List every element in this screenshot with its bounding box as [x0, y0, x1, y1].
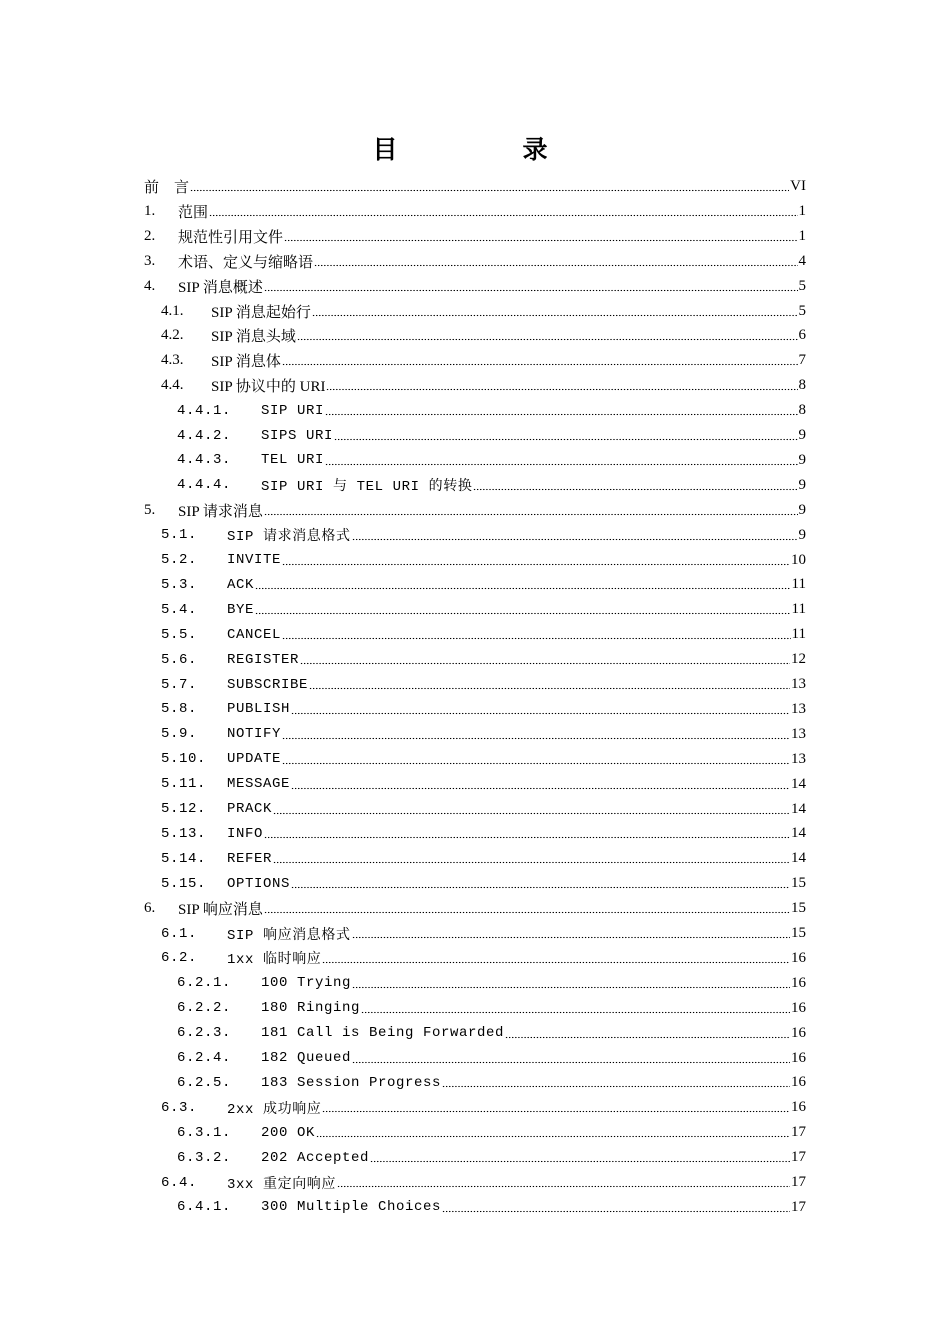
dot-leader — [442, 1084, 790, 1090]
toc-entry[interactable] — [144, 896, 806, 921]
toc-entry-page-number: 16 — [791, 999, 806, 1016]
toc-entry-title: REFER — [227, 850, 273, 867]
toc-heading: 目 录 — [372, 135, 598, 164]
toc-entry-page-number: 16 — [791, 1024, 806, 1041]
toc-entry-page-number: 17 — [791, 1174, 806, 1190]
toc-entry-page-number: 13 — [791, 700, 806, 717]
toc-entry-number: 5.3. — [161, 576, 198, 593]
toc-entry[interactable] — [177, 423, 806, 448]
toc-entry[interactable] — [144, 249, 806, 274]
toc-entry[interactable] — [161, 1095, 806, 1120]
toc-entry[interactable] — [177, 1021, 806, 1046]
toc-entry-title: SIP 请求消息 — [178, 503, 263, 520]
toc-entry-page-number: VI — [790, 178, 806, 194]
toc-entry-number: 5.11. — [161, 776, 207, 793]
dot-leader — [325, 461, 797, 467]
toc-entry-page-number: 11 — [791, 601, 806, 618]
dot-leader — [442, 1208, 790, 1214]
toc-entry-number: 4.2. — [161, 327, 184, 344]
toc-entry-title: OPTIONS — [227, 875, 291, 892]
toc-entry[interactable] — [161, 747, 806, 772]
toc-entry[interactable] — [161, 871, 806, 896]
toc-entry-title: 2xx 成功响应 — [227, 1101, 322, 1118]
toc-entry-page-number: 9 — [798, 501, 806, 518]
dot-leader — [255, 611, 791, 617]
toc-entry-title: PRACK — [227, 801, 273, 817]
dot-leader — [291, 785, 790, 791]
toc-entry-number: 5.1. — [161, 527, 198, 544]
toc-entry-number: 4. — [144, 277, 156, 294]
dot-leader — [352, 536, 798, 542]
dot-leader — [291, 710, 790, 716]
toc-entry-title: BYE — [227, 601, 255, 618]
dot-leader — [505, 1034, 790, 1040]
toc-entry-number: 4.3. — [161, 352, 184, 369]
toc-entry-number: 5.5. — [161, 626, 198, 643]
toc-entry-number: 6.4.1. — [177, 1199, 232, 1216]
dot-leader — [314, 262, 797, 268]
toc-entry-number: 前 言 — [144, 180, 190, 196]
toc-entry[interactable] — [161, 348, 806, 373]
toc-entry-number: 6.2.1. — [177, 975, 232, 992]
toc-entry[interactable] — [161, 921, 806, 946]
toc-entry-title: 300 Multiple Choices — [261, 1199, 442, 1216]
toc-entry-page-number: 14 — [791, 800, 806, 817]
toc-entry-page-number: 11 — [791, 576, 806, 593]
toc-entry[interactable] — [177, 1070, 806, 1095]
toc-entry-page-number: 13 — [791, 750, 806, 767]
toc-entry[interactable] — [161, 373, 806, 398]
dot-leader — [312, 312, 798, 318]
dot-leader — [273, 810, 790, 816]
toc-entry-page-number: 16 — [791, 1049, 806, 1066]
toc-entry[interactable] — [161, 821, 806, 846]
toc-entry-page-number: 8 — [798, 377, 806, 394]
toc-entry-number: 6.1. — [161, 925, 198, 942]
dot-leader — [361, 1009, 790, 1015]
toc-entry[interactable] — [177, 996, 806, 1021]
toc-entry[interactable] — [161, 323, 806, 348]
toc-entry-title: 3xx 重定向响应 — [227, 1176, 337, 1193]
toc-entry[interactable] — [144, 274, 806, 299]
toc-entry[interactable] — [161, 1170, 806, 1195]
dot-leader — [352, 935, 790, 941]
toc-entry-page-number: 16 — [791, 1099, 806, 1116]
dot-leader — [322, 1109, 790, 1115]
toc-entry[interactable] — [177, 1046, 806, 1071]
toc-entry-title: CANCEL — [227, 626, 282, 643]
toc-entry-title: SIP 请求消息格式 — [227, 529, 351, 546]
dot-leader — [273, 860, 790, 866]
toc-entry-title: SIP URI 与 TEL URI 的转换 — [261, 479, 473, 496]
toc-entry-title: 规范性引用文件 — [178, 229, 284, 246]
toc-entry[interactable] — [177, 1195, 806, 1220]
toc-entry-page-number: 1 — [798, 202, 806, 219]
toc-entry-title: SIP 消息概述 — [178, 279, 263, 296]
dot-leader — [282, 362, 798, 368]
toc-entry-number: 6.2.2. — [177, 1000, 232, 1017]
toc-entry[interactable] — [161, 597, 806, 622]
toc-entry[interactable] — [161, 846, 806, 871]
dot-leader — [309, 686, 790, 692]
toc-entry-number: 4.4.4. — [177, 477, 232, 494]
toc-entry-title: 180 Ringing — [261, 1000, 361, 1017]
toc-entry[interactable] — [161, 299, 806, 324]
toc-entry-number: 6.4. — [161, 1174, 198, 1191]
dot-leader — [316, 1134, 790, 1140]
dot-leader — [370, 1159, 790, 1165]
toc-entry[interactable] — [177, 971, 806, 996]
toc-entry-title: SIP URI — [261, 402, 325, 419]
toc-entry[interactable] — [161, 946, 806, 971]
toc-entry-page-number: 14 — [791, 850, 806, 867]
toc-entry-page-number: 17 — [791, 1198, 806, 1215]
toc-entry-title: SUBSCRIBE — [227, 676, 309, 693]
toc-entry[interactable] — [161, 523, 806, 548]
dot-leader — [209, 212, 797, 218]
toc-entry-title: PUBLISH — [227, 701, 291, 718]
toc-entry-page-number: 4 — [798, 252, 806, 269]
toc-entry-page-number: 12 — [791, 651, 806, 668]
toc-entry-title: SIP 响应消息 — [178, 902, 263, 919]
toc-entry-page-number: 15 — [791, 925, 806, 941]
toc-entry-number: 4.1. — [161, 302, 184, 319]
toc-entry-title: MESSAGE — [227, 776, 291, 793]
toc-entry-title: SIP 消息头域 — [211, 329, 296, 346]
toc-entry-page-number: 9 — [798, 526, 806, 543]
toc-entry-title: 1xx 临时响应 — [227, 952, 322, 969]
toc-entry-number: 4.4.2. — [177, 427, 232, 444]
toc-entry[interactable] — [177, 1145, 806, 1170]
toc-entry-number: 5.6. — [161, 651, 198, 668]
dot-leader — [284, 237, 797, 243]
toc-entry-page-number: 16 — [791, 949, 806, 966]
toc-entry-number: 5.8. — [161, 701, 198, 718]
toc-entry-page-number: 6 — [798, 327, 806, 344]
toc-entry-number: 1. — [144, 202, 156, 219]
toc-entry[interactable] — [177, 448, 806, 473]
toc-entry-page-number: 11 — [791, 626, 806, 643]
toc-entry-page-number: 5 — [798, 277, 806, 294]
toc-entry-title: REGISTER — [227, 651, 300, 668]
toc-entry-page-number: 1 — [798, 227, 806, 244]
dot-leader — [282, 735, 790, 741]
toc-entry-title: 200 OK — [261, 1124, 316, 1141]
toc-entry-page-number: 14 — [791, 775, 806, 792]
toc-entry-page-number: 9 — [798, 451, 806, 468]
dot-leader — [264, 910, 790, 916]
toc-entry-page-number: 5 — [798, 302, 806, 319]
toc-entry-title: INVITE — [227, 552, 282, 568]
toc-entry-number: 4.4.3. — [177, 452, 232, 469]
toc-entry-page-number: 10 — [791, 551, 806, 568]
dot-leader — [300, 661, 790, 667]
dot-leader — [297, 337, 798, 343]
toc-entry-title: 202 Accepted — [261, 1149, 370, 1166]
toc-entry-number: 5.12. — [161, 801, 207, 817]
toc-entry-title: SIP 响应消息格式 — [227, 927, 351, 944]
toc-entry[interactable] — [161, 697, 806, 722]
toc-entry-page-number: 16 — [791, 974, 806, 991]
toc-entry[interactable] — [161, 622, 806, 647]
toc-entry-title: 181 Call is Being Forwarded — [261, 1025, 505, 1042]
toc-entry[interactable] — [161, 722, 806, 747]
toc-entry-title: SIP 消息起始行 — [211, 304, 311, 321]
dot-leader — [352, 984, 790, 990]
dot-leader — [325, 412, 797, 418]
toc-entry-number: 6.2.5. — [177, 1074, 232, 1091]
toc-entry-number: 3. — [144, 252, 156, 269]
toc-entry-number: 4.4.1. — [177, 402, 232, 419]
dot-leader — [337, 1184, 790, 1190]
toc-entry-page-number: 15 — [791, 875, 806, 892]
toc-entry-title: SIPS URI — [261, 427, 334, 444]
dot-leader — [291, 885, 790, 891]
dot-leader — [473, 486, 797, 492]
toc-entry-number: 6.3.1. — [177, 1124, 232, 1141]
toc-entry-page-number: 15 — [791, 900, 806, 917]
toc-entry[interactable] — [177, 1120, 806, 1145]
dot-leader — [190, 188, 789, 194]
toc-entry-page-number: 16 — [791, 1074, 806, 1091]
toc-entry-number: 5.13. — [161, 825, 207, 842]
toc-entry-number: 4.4. — [161, 377, 184, 394]
toc-entry[interactable] — [161, 548, 806, 573]
toc-entry-number: 6.2.3. — [177, 1025, 232, 1042]
dot-leader — [282, 636, 791, 642]
toc-entry-title: 182 Queued — [261, 1050, 352, 1066]
dot-leader — [255, 586, 791, 592]
toc-entry-number: 6.2.4. — [177, 1050, 232, 1066]
toc-entry-number: 6.3. — [161, 1099, 198, 1116]
toc-entry[interactable] — [161, 797, 806, 822]
toc-entry-number: 5.15. — [161, 875, 207, 892]
toc-entry[interactable] — [161, 672, 806, 697]
toc-entry-number: 5.7. — [161, 676, 198, 693]
toc-entry-number: 5.14. — [161, 850, 207, 867]
dot-leader — [352, 1059, 790, 1065]
toc-entry[interactable] — [161, 572, 806, 597]
dot-leader — [334, 437, 797, 443]
toc-entry-title: ACK — [227, 576, 255, 593]
toc-entry-page-number: 9 — [798, 427, 806, 443]
toc-entry[interactable] — [144, 174, 806, 199]
dot-leader — [282, 760, 790, 766]
toc-entry-title: SIP 协议中的 URI — [211, 379, 326, 396]
toc-entry-number: 6.2. — [161, 950, 198, 967]
toc-entry-number: 5.2. — [161, 552, 198, 568]
toc-entry-number: 5. — [144, 501, 156, 518]
toc-entry-page-number: 13 — [791, 676, 806, 692]
toc-entry-title: 范围 — [178, 204, 209, 221]
toc-entry-page-number: 8 — [798, 402, 806, 419]
dot-leader — [322, 959, 790, 965]
toc-entry-title: SIP 消息体 — [211, 354, 281, 371]
toc-entry[interactable] — [144, 224, 806, 249]
toc-entry-title: UPDATE — [227, 751, 282, 768]
toc-entry-number: 6.3.2. — [177, 1149, 232, 1166]
dot-leader — [264, 835, 790, 841]
toc-entry[interactable] — [177, 398, 806, 423]
dot-leader — [326, 387, 797, 393]
toc-entry-title: NOTIFY — [227, 726, 282, 743]
toc-entry-number: 5.4. — [161, 601, 198, 618]
toc-entry-number: 2. — [144, 227, 156, 244]
toc-entry-title: INFO — [227, 825, 264, 842]
toc-entry-title: 183 Session Progress — [261, 1074, 442, 1091]
toc-entry[interactable] — [177, 473, 806, 498]
toc-entry[interactable] — [144, 199, 806, 224]
toc-entry[interactable] — [161, 647, 806, 672]
toc-entry-number: 5.10. — [161, 751, 207, 768]
toc-entry-page-number: 9 — [798, 476, 806, 493]
toc-entry-number: 6. — [144, 900, 156, 917]
dot-leader — [264, 287, 798, 293]
dot-leader — [282, 561, 790, 567]
toc-entry-page-number: 7 — [798, 352, 806, 369]
toc-entry[interactable] — [161, 772, 806, 797]
toc-entry-page-number: 17 — [791, 1149, 806, 1166]
toc-entry-page-number: 17 — [791, 1124, 806, 1141]
toc-entry-page-number: 14 — [791, 825, 806, 842]
toc-entry[interactable] — [144, 498, 806, 523]
toc-entry-title: 100 Trying — [261, 975, 352, 992]
toc-entry-title: 术语、定义与缩略语 — [178, 254, 314, 271]
dot-leader — [264, 511, 798, 517]
toc-entry-number: 5.9. — [161, 726, 198, 743]
toc-entry-title: TEL URI — [261, 452, 325, 469]
toc-entry-page-number: 13 — [791, 725, 806, 742]
